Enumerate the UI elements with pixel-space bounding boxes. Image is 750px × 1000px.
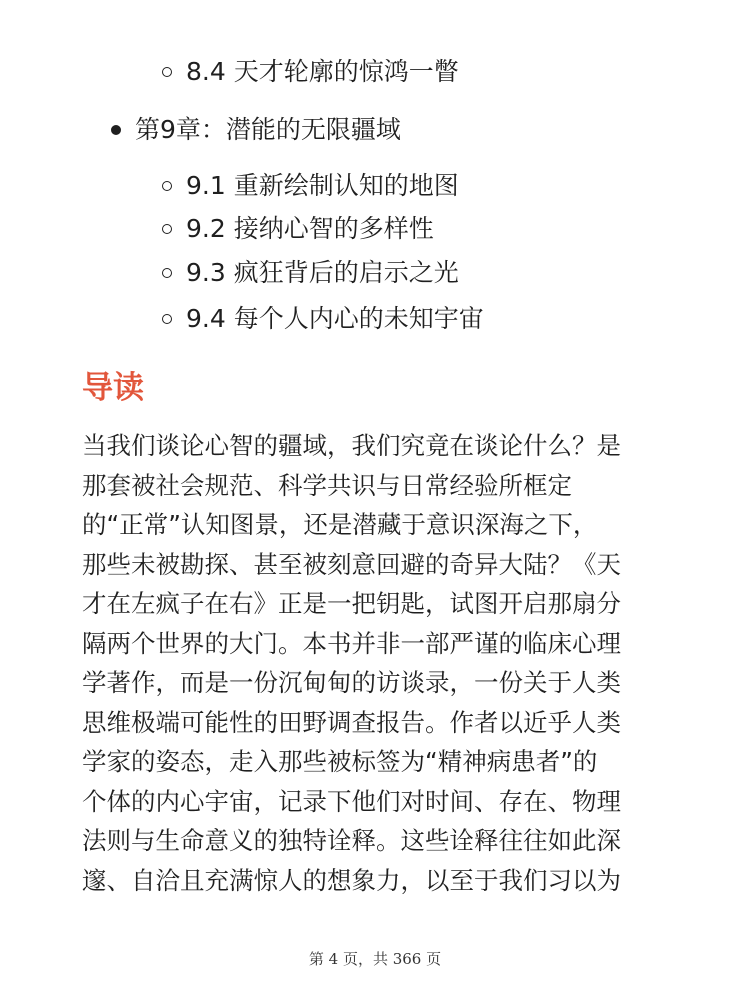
hollow-bullet-icon [162,67,172,77]
toc-section-item[interactable] [186,55,459,89]
toc-section-item[interactable] [186,302,484,336]
toc-section-label: 9.3 疯狂背后的启示之光 [186,258,459,287]
toc-section-label: 8.4 天才轮廓的惊鸿一瞥 [186,57,459,86]
paragraph-line: 隔两个世界的大门。本书并非一部严谨的临床心理 [82,628,621,658]
paragraph-line: 那些未被勘探、甚至被刻意回避的奇异大陆？《天 [82,549,621,579]
toc-section-item[interactable] [186,212,434,246]
toc-section-item[interactable] [186,169,459,203]
paragraph-line: 的“正常”认知图景，还是潜藏于意识深海之下， [82,510,598,539]
filled-bullet-icon [111,125,121,135]
toc-section-label: 9.2 接纳心智的多样性 [186,214,434,243]
paragraph-line: 学家的姿态，走入那些被标签为“精神病患者”的 [82,747,598,776]
paragraph-line: 法则与生命意义的独特诠释。这些诠释往往如此深 [82,826,621,855]
paragraph-line: 邃、自洽且充满惊人的想象力，以至于我们习以为 [82,865,621,895]
toc-chapter-label: 第9章：潜能的无限疆域 [135,115,401,144]
hollow-bullet-icon [162,314,172,324]
hollow-bullet-icon [162,268,172,278]
intro-heading: 导读 [82,370,144,406]
toc-section-label: 9.4 每个人内心的未知宇宙 [186,304,484,333]
paragraph-line: 那套被社会规范、科学共识与日常经验所框定 [82,470,572,500]
page-number: 第 4 页，共 366 页 [308,950,442,968]
toc-section-label: 9.1 重新绘制认知的地图 [186,171,459,200]
toc-section-item[interactable] [186,256,459,290]
paragraph-line: 才在左疯子在右》正是一把钥匙，试图开启那扇分 [82,589,621,618]
hollow-bullet-icon [162,181,172,191]
paragraph-line: 思维极端可能性的田野调查报告。作者以近乎人类 [82,707,621,737]
toc-chapter-item[interactable] [135,113,401,147]
intro-paragraph [82,426,682,900]
paragraph-line: 学著作，而是一份沉甸甸的访谈录，一份关于人类 [82,668,621,697]
paragraph-line: 当我们谈论心智的疆域，我们究竟在谈论什么？是 [82,431,621,460]
hollow-bullet-icon [162,224,172,234]
paragraph-line: 个体的内心宇宙，记录下他们对时间、存在、物理 [82,786,621,816]
